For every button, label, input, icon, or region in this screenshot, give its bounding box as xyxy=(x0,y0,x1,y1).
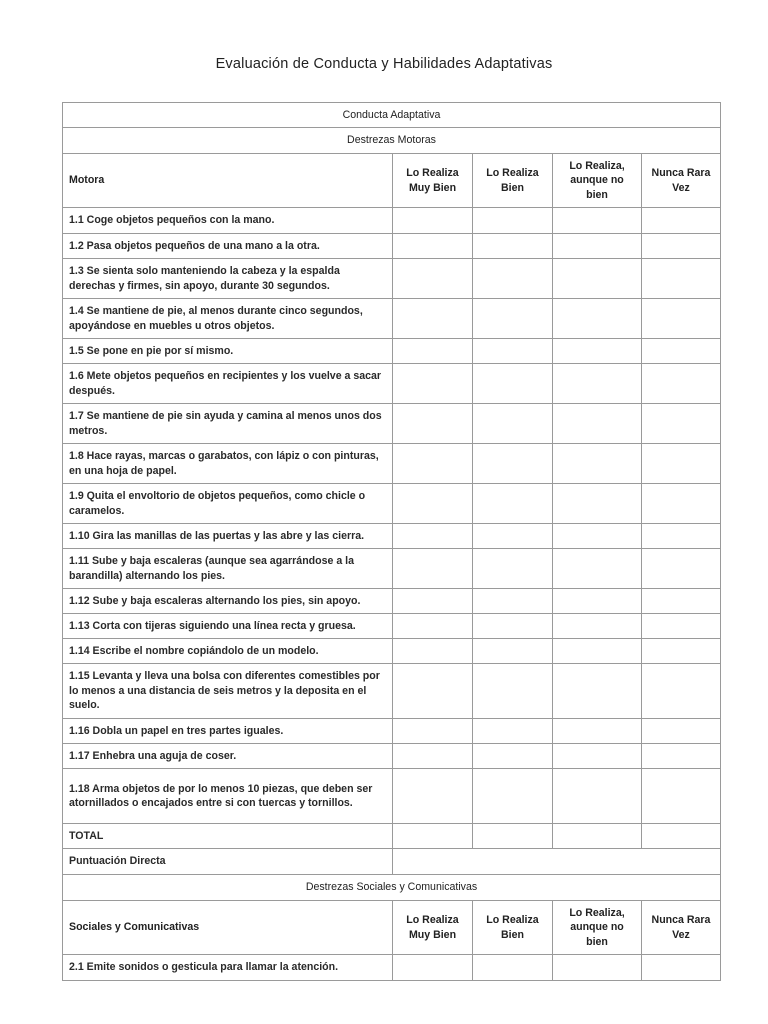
rating-cell[interactable] xyxy=(393,664,473,719)
column-header-aunque-no-bien: Lo Realiza, aunque no bien xyxy=(553,901,642,955)
total-row xyxy=(63,824,721,849)
item-text: 1.10 Gira las manillas de las puertas y las abre y las cierra. xyxy=(63,524,393,549)
total-cell[interactable] xyxy=(393,824,473,849)
item-text: 1.7 Se mantiene de pie sin ayuda y camina al menos unos dos metros. xyxy=(63,404,393,444)
rating-cell[interactable] xyxy=(393,339,473,364)
column-header-nunca-rara-vez: Nunca Rara Vez xyxy=(642,154,721,208)
rating-cell[interactable] xyxy=(553,339,642,364)
rating-cell[interactable] xyxy=(553,444,642,484)
rating-cell[interactable] xyxy=(642,234,721,259)
table-row xyxy=(63,639,721,664)
rating-cell[interactable] xyxy=(473,259,553,299)
score-row xyxy=(63,849,721,875)
rating-cell[interactable] xyxy=(473,639,553,664)
rating-cell[interactable] xyxy=(642,444,721,484)
rating-cell[interactable] xyxy=(393,299,473,339)
rating-cell[interactable] xyxy=(642,614,721,639)
rating-cell[interactable] xyxy=(393,404,473,444)
item-text: 2.1 Emite sonidos o gesticula para llamar la atención. xyxy=(63,955,393,981)
rating-cell[interactable] xyxy=(553,614,642,639)
rating-cell[interactable] xyxy=(642,524,721,549)
table-row xyxy=(63,744,721,769)
column-header-muy-bien: Lo Realiza Muy Bien xyxy=(393,901,473,955)
rating-cell[interactable] xyxy=(473,589,553,614)
rating-cell[interactable] xyxy=(642,208,721,234)
rating-cell[interactable] xyxy=(553,208,642,234)
column-header-motora: Motora xyxy=(63,154,393,208)
rating-cell[interactable] xyxy=(393,208,473,234)
table-row xyxy=(63,339,721,364)
rating-cell[interactable] xyxy=(553,484,642,524)
main-header: Conducta Adaptativa xyxy=(63,103,721,128)
rating-cell[interactable] xyxy=(473,364,553,404)
table-row xyxy=(63,444,721,484)
total-cell[interactable] xyxy=(473,824,553,849)
item-text: 1.5 Se pone en pie por sí mismo. xyxy=(63,339,393,364)
rating-cell[interactable] xyxy=(642,639,721,664)
rating-cell[interactable] xyxy=(393,524,473,549)
rating-cell[interactable] xyxy=(642,769,721,824)
rating-cell[interactable] xyxy=(553,744,642,769)
column-header-bien: Lo Realiza Bien xyxy=(473,154,553,208)
rating-cell[interactable] xyxy=(473,484,553,524)
rating-cell[interactable] xyxy=(473,208,553,234)
table-row xyxy=(63,234,721,259)
rating-cell[interactable] xyxy=(393,364,473,404)
rating-cell[interactable] xyxy=(642,404,721,444)
item-text: 1.12 Sube y baja escaleras alternando los pies, sin apoyo. xyxy=(63,589,393,614)
rating-cell[interactable] xyxy=(473,299,553,339)
score-cell[interactable] xyxy=(393,849,721,875)
item-text: 1.13 Corta con tijeras siguiendo una línea recta y gruesa. xyxy=(63,614,393,639)
rating-cell[interactable] xyxy=(553,664,642,719)
rating-cell[interactable] xyxy=(393,744,473,769)
rating-cell[interactable] xyxy=(393,484,473,524)
document-title: Evaluación de Conducta y Habilidades Adaptativas xyxy=(215,56,553,72)
item-text: 1.17 Enhebra una aguja de coser. xyxy=(63,744,393,769)
table-row xyxy=(63,549,721,589)
rating-cell[interactable] xyxy=(553,259,642,299)
rating-cell[interactable] xyxy=(393,639,473,664)
rating-cell[interactable] xyxy=(553,364,642,404)
score-label: Puntuación Directa xyxy=(63,849,393,875)
rating-cell[interactable] xyxy=(553,589,642,614)
table-row xyxy=(63,719,721,744)
rating-cell[interactable] xyxy=(393,769,473,824)
section-title-sociales: Destrezas Sociales y Comunicativas xyxy=(63,875,721,901)
rating-cell[interactable] xyxy=(553,404,642,444)
table-row xyxy=(63,589,721,614)
rating-cell[interactable] xyxy=(642,259,721,299)
item-text: 1.1 Coge objetos pequeños con la mano. xyxy=(63,208,393,234)
rating-cell[interactable] xyxy=(642,549,721,589)
rating-cell[interactable] xyxy=(473,234,553,259)
table-row xyxy=(63,259,721,299)
rating-cell[interactable] xyxy=(473,769,553,824)
table-row xyxy=(63,955,721,981)
rating-cell[interactable] xyxy=(642,955,721,981)
rating-cell[interactable] xyxy=(642,589,721,614)
item-text: 1.11 Sube y baja escaleras (aunque sea agarrándose a la barandilla) alternando los pies. xyxy=(63,549,393,589)
item-text: 1.4 Se mantiene de pie, al menos durante cinco segundos, apoyándose en muebles u otros objetos. xyxy=(63,299,393,339)
rating-cell[interactable] xyxy=(393,955,473,981)
rating-cell[interactable] xyxy=(473,444,553,484)
total-cell[interactable] xyxy=(553,824,642,849)
rating-cell[interactable] xyxy=(642,364,721,404)
item-text: 1.14 Escribe el nombre copiándolo de un modelo. xyxy=(63,639,393,664)
column-header-sociales: Sociales y Comunicativas xyxy=(63,901,393,955)
column-header-row xyxy=(63,901,721,955)
rating-cell[interactable] xyxy=(393,444,473,484)
rating-cell[interactable] xyxy=(393,549,473,589)
table-row xyxy=(63,614,721,639)
rating-cell[interactable] xyxy=(553,524,642,549)
rating-cell[interactable] xyxy=(553,234,642,259)
section-title-row xyxy=(63,875,721,901)
section-title-row xyxy=(63,128,721,154)
item-text: 1.3 Se sienta solo manteniendo la cabeza y la espalda derechas y firmes, sin apoyo, durante 30 segundos. xyxy=(63,259,393,299)
rating-cell[interactable] xyxy=(642,339,721,364)
item-text: 1.8 Hace rayas, marcas o garabatos, con lápiz o con pinturas, en una hoja de papel. xyxy=(63,444,393,484)
column-header-aunque-no-bien: Lo Realiza, aunque no bien xyxy=(553,154,642,208)
column-header-row xyxy=(63,154,721,208)
rating-cell[interactable] xyxy=(642,744,721,769)
rating-cell[interactable] xyxy=(473,339,553,364)
rating-cell[interactable] xyxy=(473,664,553,719)
rating-cell[interactable] xyxy=(553,769,642,824)
rating-cell[interactable] xyxy=(473,614,553,639)
main-header-row xyxy=(63,103,721,128)
table-row xyxy=(63,769,721,824)
rating-cell[interactable] xyxy=(473,955,553,981)
rating-cell[interactable] xyxy=(642,484,721,524)
rating-cell[interactable] xyxy=(553,299,642,339)
total-cell[interactable] xyxy=(642,824,721,849)
rating-cell[interactable] xyxy=(393,259,473,299)
evaluation-table xyxy=(62,102,721,981)
table-row xyxy=(63,664,721,719)
item-text: 1.2 Pasa objetos pequeños de una mano a la otra. xyxy=(63,234,393,259)
rating-cell[interactable] xyxy=(473,744,553,769)
rating-cell[interactable] xyxy=(393,589,473,614)
column-header-bien: Lo Realiza Bien xyxy=(473,901,553,955)
item-text: 1.18 Arma objetos de por lo menos 10 piezas, que deben ser atornillados o encajados entre si con tuercas y tornillos. xyxy=(63,769,393,824)
rating-cell[interactable] xyxy=(553,639,642,664)
column-header-nunca-rara-vez: Nunca Rara Vez xyxy=(642,901,721,955)
total-label: TOTAL xyxy=(63,824,393,849)
rating-cell[interactable] xyxy=(473,404,553,444)
item-text: 1.16 Dobla un papel en tres partes iguales. xyxy=(63,719,393,744)
table-row xyxy=(63,208,721,234)
table-row xyxy=(63,524,721,549)
table-row xyxy=(63,404,721,444)
rating-cell[interactable] xyxy=(553,549,642,589)
table-row xyxy=(63,299,721,339)
rating-cell[interactable] xyxy=(393,719,473,744)
column-header-muy-bien: Lo Realiza Muy Bien xyxy=(393,154,473,208)
item-text: 1.15 Levanta y lleva una bolsa con diferentes comestibles por lo menos a una distancia de seis metros y la deposita en el suelo. xyxy=(63,664,393,719)
rating-cell[interactable] xyxy=(473,549,553,589)
table-row xyxy=(63,484,721,524)
item-text: 1.9 Quita el envoltorio de objetos pequeños, como chicle o caramelos. xyxy=(63,484,393,524)
rating-cell[interactable] xyxy=(553,955,642,981)
rating-cell[interactable] xyxy=(393,614,473,639)
rating-cell[interactable] xyxy=(473,719,553,744)
section-title-motoras: Destrezas Motoras xyxy=(63,128,721,154)
rating-cell[interactable] xyxy=(642,299,721,339)
rating-cell[interactable] xyxy=(642,719,721,744)
item-text: 1.6 Mete objetos pequeños en recipientes y los vuelve a sacar después. xyxy=(63,364,393,404)
rating-cell[interactable] xyxy=(642,664,721,719)
rating-cell[interactable] xyxy=(553,719,642,744)
rating-cell[interactable] xyxy=(393,234,473,259)
rating-cell[interactable] xyxy=(473,524,553,549)
table-row xyxy=(63,364,721,404)
